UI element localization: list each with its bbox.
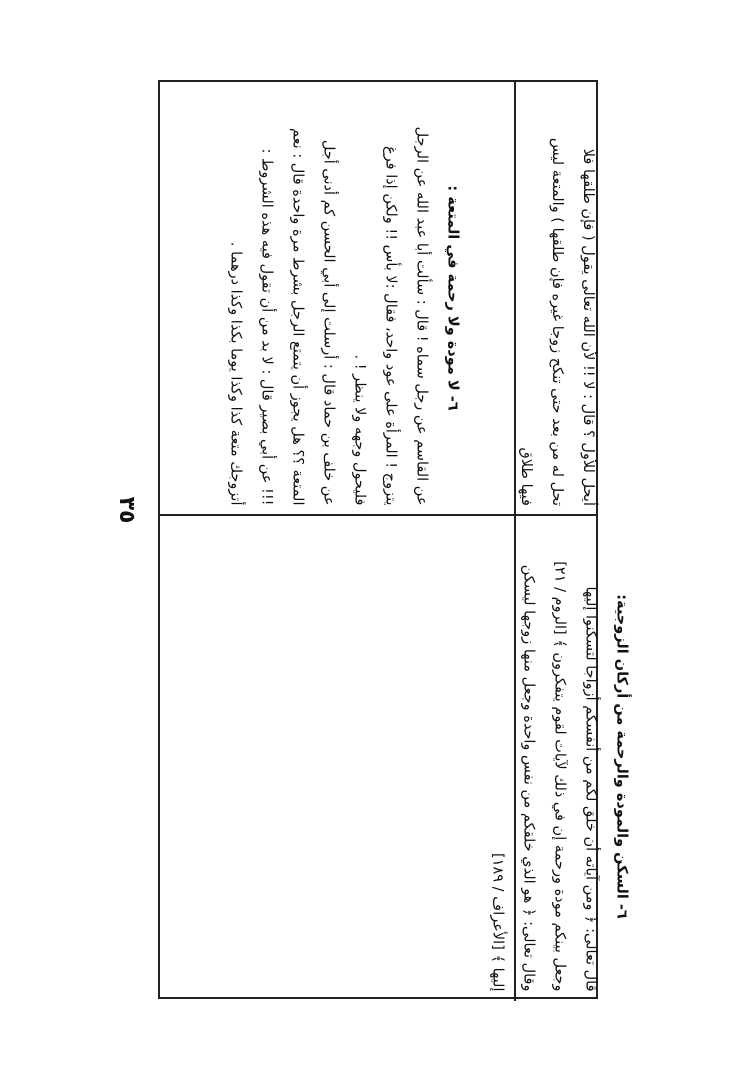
text-line: وقال تعالى: ﴿ هو الذي خلقكم من نفس واحدة وجعل منها زوجها ليسكن bbox=[520, 564, 537, 992]
top-right-cell bbox=[516, 82, 596, 514]
bottom-text bbox=[472, 522, 637, 992]
bottom-cell bbox=[160, 516, 630, 997]
text-line: !!! عن أبي بصير قال : لا بد من أن تقول فيه هذه الشروط : bbox=[258, 148, 275, 506]
page-number: ٣٥ bbox=[114, 496, 139, 524]
text-line: وجعل بينكم مودة ورحمة إن في ذلك لآيات لقوم يتفكرون ﴾ [الروم / ٢١] bbox=[551, 561, 568, 992]
text-line: قال تعالى: ﴿ ومن آياته أن خلق لكم من أنفسكم أزواجا لتسكنوا إليها bbox=[582, 586, 599, 992]
text-line: تحل له من بعد حتى تنكح زوجا غيره فإن طلقها ) والمتعة ليس bbox=[549, 137, 565, 506]
text-line: المتعة ؟؟ هل يجوز أن يتمتع الرجل بشرط مرة واحدة قال : نعم bbox=[289, 127, 306, 506]
text-line: عن خلف بن حماد قال : أرسلت إلى أبي الحسن كم أدنى أجل bbox=[320, 139, 337, 506]
text-line: عن القاسم عن رجل سماه ! قال : سألت أبا عبد الله عن الرجل bbox=[413, 126, 430, 506]
text-line: فيها طلاق bbox=[518, 447, 534, 506]
text-line: فليحول وجهه ولا ينظر ! . bbox=[351, 354, 368, 506]
content-table bbox=[158, 80, 630, 999]
text-line: يتزوج ! المرأة على عود واحد، فقال :لا بأس !! ولكن إذا فرغ bbox=[382, 146, 399, 506]
section-heading: ٦- لا مودة ولا رحمة في المتعة : bbox=[444, 185, 461, 411]
top-left-cell bbox=[160, 82, 514, 514]
text-line: أتزوجك متعة كذا وكذا يوما بكذا وكذا درهما . bbox=[227, 241, 244, 506]
top-right-text bbox=[510, 91, 603, 506]
section-heading: ٦- السكن والمودة والرحمة من أركان الزوجية: bbox=[613, 594, 630, 919]
top-left-text bbox=[208, 91, 468, 506]
text-line: أيحل للأول ؟ قال : لا !! لأن الله تعالى يقول ( فإن طلقها فلا bbox=[580, 148, 596, 506]
text-line: إليها ﴾ [الأعراف / ١٨٩] bbox=[489, 853, 506, 992]
